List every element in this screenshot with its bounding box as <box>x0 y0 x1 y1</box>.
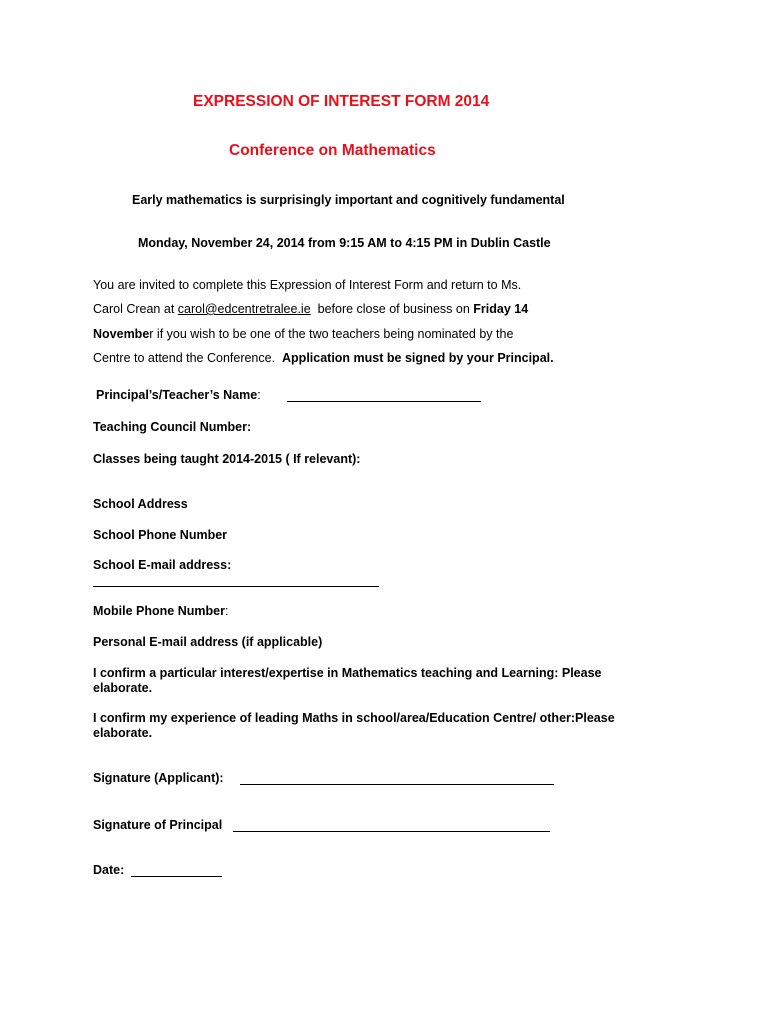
mobile-label-colon: : <box>224 604 229 618</box>
deadline-text: Novembe <box>93 327 150 341</box>
intro-line: You are invited to complete this Expression of Interest Form and return to Ms. <box>93 278 522 292</box>
name-label-text: Principal’s/Teacher’s Name <box>96 388 258 402</box>
principal-signature-label: Signature of Principal <box>93 818 223 832</box>
school-email-label: School E-mail address: <box>93 558 232 572</box>
name-label-colon: : <box>257 388 261 402</box>
page-title: EXPRESSION OF INTEREST FORM 2014 <box>193 93 490 110</box>
school-email-entry-line[interactable] <box>93 586 379 587</box>
intro-line <box>93 350 554 366</box>
school-phone-label: School Phone Number <box>93 528 228 542</box>
principal-signature-line[interactable] <box>233 831 550 832</box>
date-label: Date: <box>93 863 125 877</box>
teaching-council-label: Teaching Council Number: <box>93 420 252 434</box>
mobile-label-text: Mobile Phone Number <box>93 604 225 618</box>
experience-statement-line: I confirm my experience of leading Maths in school/area/Education Centre/ other:Please <box>93 711 615 725</box>
date-entry-line[interactable] <box>131 876 222 877</box>
intro-text: before close of business on <box>310 302 474 316</box>
intro-text: Carol Crean at <box>93 302 178 316</box>
classes-taught-label: Classes being taught 2014-2015 ( If relevant): <box>93 452 361 466</box>
name-field-label <box>96 388 261 402</box>
applicant-signature-label: Signature (Applicant): <box>93 771 224 785</box>
applicant-signature-line[interactable] <box>240 784 554 785</box>
principal-signature-notice: Application must be signed by your Principal. <box>282 351 554 365</box>
interest-statement-line: I confirm a particular interest/expertise in Mathematics teaching and Learning: Please <box>93 666 602 680</box>
personal-email-label: Personal E-mail address (if applicable) <box>93 635 323 649</box>
interest-statement-line: elaborate. <box>93 681 153 695</box>
intro-text: r if you wish to be one of the two teachers being nominated by the <box>149 327 514 341</box>
intro-line <box>93 326 513 342</box>
name-entry-line[interactable] <box>287 401 481 402</box>
event-date-location: Monday, November 24, 2014 from 9:15 AM to 4:15 PM in Dublin Castle <box>138 236 551 250</box>
intro-text: Centre to attend the Conference. <box>93 351 283 365</box>
page-subtitle: Conference on Mathematics <box>229 142 436 159</box>
school-address-label: School Address <box>93 497 188 511</box>
intro-line <box>93 301 528 317</box>
contact-email-link[interactable]: carol@edcentretralee.ie <box>177 302 311 316</box>
experience-statement-line: elaborate. <box>93 726 153 740</box>
mobile-phone-label <box>93 604 228 618</box>
deadline-text: Friday 14 <box>473 302 529 316</box>
tagline: Early mathematics is surprisingly important and cognitively fundamental <box>132 193 565 207</box>
